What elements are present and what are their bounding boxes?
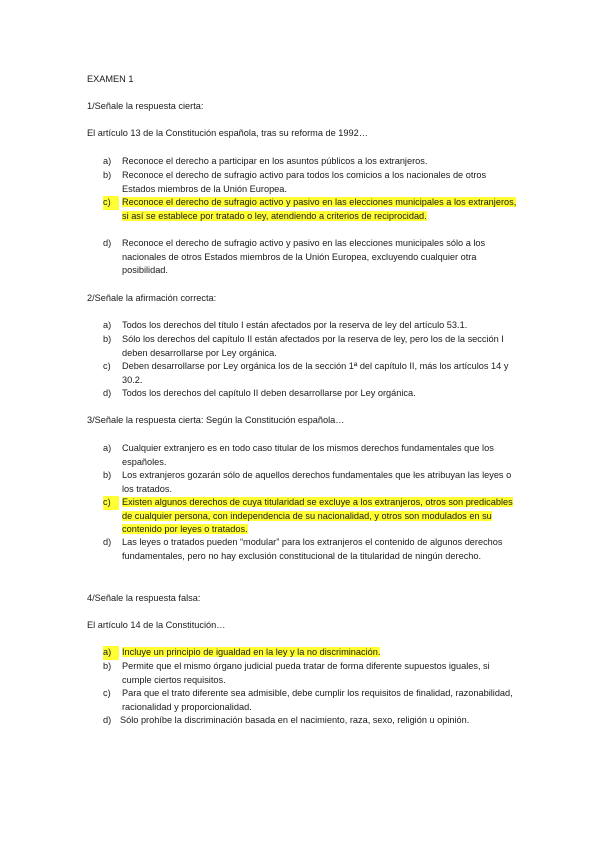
question-4-intro: El artículo 14 de la Constitución… — [87, 620, 226, 630]
q3-option-b — [103, 469, 518, 496]
option-letter: b) — [103, 661, 112, 671]
option-text: Sólo los derechos del capítulo II están afectados por la reserva de ley, pero los de la sección I deben desarrollarse por Ley orgánica. — [122, 334, 504, 358]
option-text: Todos los derechos del capítulo II deben desarrollarse por Ley orgánica. — [122, 388, 416, 398]
option-text: Las leyes o tratados pueden “modular” para los extranjeros el contenido de algunos derechos fundamentales, pero no hay exclusión constitucional de la titularidad de ningún derecho. — [122, 537, 503, 561]
option-letter: a) — [103, 320, 112, 330]
option-text: Reconoce el derecho de sufragio activo y pasivo en las elecciones municipales sólo a los nacionales de otros Estados miembros de la Unión Europea, excluyendo cualquier otra posibilidad. — [122, 238, 486, 276]
option-letter: b) — [103, 470, 112, 480]
q2-option-a — [103, 319, 518, 333]
q3-option-c — [103, 496, 518, 537]
option-text: Todos los derechos del título I están afectados por la reserva de ley del artículo 53.1. — [122, 320, 468, 330]
q4-option-c — [103, 687, 518, 714]
option-letter: c) — [103, 361, 111, 371]
option-text: Reconoce el derecho a participar en los asuntos públicos a los extranjeros. — [122, 156, 428, 166]
q2-option-b — [103, 333, 518, 360]
q4-option-b — [103, 660, 518, 687]
option-text: Deben desarrollarse por Ley orgánica los de la sección 1ª del capítulo II, más los artículos 14 y 30.2. — [122, 361, 509, 385]
option-letter: d) — [103, 238, 112, 248]
q2-option-c — [103, 360, 518, 387]
question-1-title: 1/Señale la respuesta cierta: — [87, 101, 204, 111]
q4-option-d — [103, 714, 518, 728]
exam-title: EXAMEN 1 — [87, 74, 134, 84]
option-letter: a) — [103, 646, 119, 660]
q1-option-d — [103, 237, 518, 278]
option-letter: a) — [103, 443, 112, 453]
option-text-highlighted: Reconoce el derecho de sufragio activo y pasivo en las elecciones municipales a los extranjeros, si así se establece por tratado o ley, atendiendo a criterios de reciprocidad. — [122, 197, 517, 221]
q2-option-d — [103, 387, 518, 401]
question-3-title: 3/Señale la respuesta cierta: Según la Constitución española… — [87, 415, 345, 425]
option-text: Reconoce el derecho de sufragio activo para todos los comicios a los nacionales de otros Estados miembros de la Unión Europea. — [122, 170, 487, 194]
q1-option-a — [103, 155, 518, 169]
option-letter: d) — [103, 537, 112, 547]
option-letter: c) — [103, 196, 119, 210]
option-text-highlighted: Existen algunos derechos de cuya titularidad se excluye a los extranjeros, otros son predicables de cualquier persona, con independencia de su nacionalidad, y otros son modulados en su contenido por leyes o tratados. — [122, 497, 513, 535]
option-letter: c) — [103, 688, 111, 698]
q1-option-b — [103, 169, 518, 196]
option-text: Los extranjeros gozarán sólo de aquellos derechos fundamentales que les atribuyan las leyes o los tratados. — [122, 470, 512, 494]
option-letter: b) — [103, 170, 112, 180]
question-1-intro: El artículo 13 de la Constitución española, tras su reforma de 1992… — [87, 128, 368, 138]
option-text: Cualquier extranjero es en todo caso titular de los mismos derechos fundamentales que los españoles. — [122, 443, 494, 467]
option-text: Sólo prohíbe la discriminación basada en el nacimiento, raza, sexo, religión u opinión. — [120, 715, 470, 725]
q3-option-d — [103, 536, 518, 563]
option-letter: b) — [103, 334, 112, 344]
option-letter: d) — [103, 388, 112, 398]
question-4-title: 4/Señale la respuesta falsa: — [87, 593, 201, 603]
option-text-highlighted: Incluye un principio de igualdad en la ley y la no discriminación. — [122, 647, 381, 657]
q1-option-c — [103, 196, 518, 223]
option-letter: a) — [103, 156, 112, 166]
option-text: Para que el trato diferente sea admisible, debe cumplir los requisitos de finalidad, razonabilidad, racionalidad y proporcionalidad. — [122, 688, 513, 712]
question-2-title: 2/Señale la afirmación correcta: — [87, 293, 217, 303]
q3-option-a — [103, 442, 518, 469]
q4-option-a — [103, 646, 518, 660]
option-letter: c) — [103, 496, 119, 510]
option-letter: d) — [103, 715, 112, 725]
option-text: Permite que el mismo órgano judicial pueda tratar de forma diferente supuestos iguales, si cumple ciertos requisitos. — [122, 661, 490, 685]
